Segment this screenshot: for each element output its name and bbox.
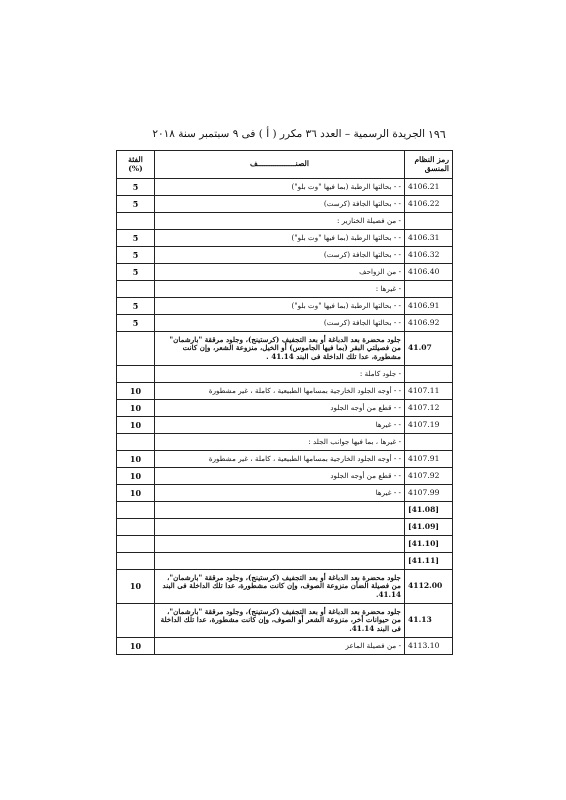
table-row [117, 383, 453, 400]
description-cell: جلود محضرة بعد الدباغة أو بعد التجفيف (كرستينج)، وجلود مرققة "بارشمان" من فصيلتي البقر (بما فيها الجاموس) أو الخيل، منزوعة الشعر، وإن كانت مشطورة، عدا تلك الداخلة فى البند 41.14 . [155, 332, 405, 366]
table-row [117, 196, 453, 213]
rate-cell [117, 332, 155, 366]
table-row [117, 298, 453, 315]
description-cell: جلود محضرة بعد الدباغة أو بعد التجفيف (كرستينج)، وجلود مرققة "بارشمان"، من فصيلة الضأن منزوعة الصوف، وإن كانت مشطورة، عدا تلك الداخلة فى البند 41.14. [155, 570, 405, 604]
code-cell: 4106.21 [405, 179, 453, 196]
column-header-code: رمز النظام المنسق [405, 151, 453, 179]
code-cell [405, 434, 453, 451]
rate-cell: 5 [117, 298, 155, 315]
table-row [117, 604, 453, 638]
table-row [117, 179, 453, 196]
rate-cell: 10 [117, 638, 155, 655]
description-cell: - - بحالتها الرطبة (بما فيها "وت بلو") [155, 179, 405, 196]
description-cell: - - غيرها [155, 417, 405, 434]
description-cell: - - بحالتها الرطبة (بما فيها "وت بلو") [155, 230, 405, 247]
rate-cell [117, 553, 155, 570]
rate-cell: 5 [117, 315, 155, 332]
rate-cell: 10 [117, 451, 155, 468]
table-row [117, 502, 453, 519]
description-cell: - من فصيلة الخنازير : [155, 213, 405, 230]
table-row [117, 451, 453, 468]
code-cell: 4107.99 [405, 485, 453, 502]
description-cell [155, 536, 405, 553]
rate-cell [117, 366, 155, 383]
table-row [117, 536, 453, 553]
code-cell: 4107.19 [405, 417, 453, 434]
code-cell: 4106.31 [405, 230, 453, 247]
table-row [117, 468, 453, 485]
table-row [117, 417, 453, 434]
code-cell [405, 366, 453, 383]
code-cell: 4106.92 [405, 315, 453, 332]
table-row [117, 434, 453, 451]
rate-cell [117, 519, 155, 536]
page-header-title: الجريدة الرسمية – العدد ٣٦ مكرر ( أ ) فى ٩ سبتمبر سنة ٢٠١٨ [152, 128, 425, 140]
table-header-row [117, 151, 453, 179]
table-row [117, 553, 453, 570]
code-cell: 41.07 [405, 332, 453, 366]
rate-cell: 10 [117, 485, 155, 502]
rate-cell: 10 [117, 383, 155, 400]
table-row [117, 366, 453, 383]
code-cell: [41.11] [405, 553, 453, 570]
description-cell [155, 553, 405, 570]
tariff-table [116, 150, 453, 655]
rate-cell: 5 [117, 196, 155, 213]
code-cell [405, 281, 453, 298]
table-row [117, 519, 453, 536]
code-cell: 4107.11 [405, 383, 453, 400]
table-row [117, 332, 453, 366]
code-cell: 4106.40 [405, 264, 453, 281]
code-cell: 4113.10 [405, 638, 453, 655]
description-cell: - غيرها : [155, 281, 405, 298]
description-cell: - من الزواحف [155, 264, 405, 281]
description-cell [155, 519, 405, 536]
rate-cell [117, 536, 155, 553]
description-cell: - - قطع من أوجه الجلود [155, 400, 405, 417]
page-number: ١٩٦ [428, 128, 446, 141]
rate-cell: 5 [117, 230, 155, 247]
description-cell: - - بحالتها الجافة (كرست) [155, 247, 405, 264]
table-row [117, 264, 453, 281]
description-cell: - من فصيلة الماعز [155, 638, 405, 655]
rate-cell: 10 [117, 400, 155, 417]
table-row [117, 570, 453, 604]
rate-cell [117, 604, 155, 638]
table-row [117, 400, 453, 417]
description-cell: - - أوجه الجلود الخارجية بمسامها الطبيعية ، كاملة ، غير مشطورة [155, 383, 405, 400]
rate-cell [117, 434, 155, 451]
description-cell: - غيرها ، بما فيها جوانب الجلد : [155, 434, 405, 451]
description-cell: - - غيرها [155, 485, 405, 502]
table-row [117, 638, 453, 655]
rate-cell: 5 [117, 247, 155, 264]
rate-cell: 5 [117, 264, 155, 281]
code-cell: 4107.92 [405, 468, 453, 485]
table-row [117, 485, 453, 502]
table-row [117, 315, 453, 332]
description-cell: - - قطع من أوجه الجلود [155, 468, 405, 485]
description-cell [155, 502, 405, 519]
code-cell: [41.10] [405, 536, 453, 553]
rate-cell: 10 [117, 468, 155, 485]
code-cell: [41.08] [405, 502, 453, 519]
table-row [117, 230, 453, 247]
code-cell: 41.13 [405, 604, 453, 638]
code-cell: 4106.32 [405, 247, 453, 264]
table-row [117, 213, 453, 230]
description-cell: - جلود كاملة : [155, 366, 405, 383]
rate-cell [117, 281, 155, 298]
code-cell: 4112.00 [405, 570, 453, 604]
table-row [117, 247, 453, 264]
rate-cell [117, 213, 155, 230]
description-cell: - - بحالتها الجافة (كرست) [155, 196, 405, 213]
code-cell: 4107.12 [405, 400, 453, 417]
rate-cell: 10 [117, 570, 155, 604]
rate-cell [117, 502, 155, 519]
code-cell [405, 213, 453, 230]
rate-cell: 10 [117, 417, 155, 434]
code-cell: 4107.91 [405, 451, 453, 468]
column-header-rate: الفئة (%) [117, 151, 155, 179]
description-cell: - - بحالتها الرطبة (بما فيها "وت بلو") [155, 298, 405, 315]
column-header-description: الصنـــــــــــــــــف [155, 151, 405, 179]
rate-cell: 5 [117, 179, 155, 196]
code-cell: 4106.91 [405, 298, 453, 315]
description-cell: - - بحالتها الجافة (كرست) [155, 315, 405, 332]
code-cell: 4106.22 [405, 196, 453, 213]
description-cell: جلود محضرة بعد الدباغة أو بعد التجفيف (كرستينج)، وجلود مرققة "بارشمان"، من حيوانات أخر، منزوعة الشعر أو الصوف، وإن كانت مشطورة، عدا تلك الداخلة فى البند 41.14. [155, 604, 405, 638]
description-cell: - - أوجه الجلود الخارجية بمسامها الطبيعية ، كاملة ، غير مشطورة [155, 451, 405, 468]
code-cell: [41.09] [405, 519, 453, 536]
table-row [117, 281, 453, 298]
